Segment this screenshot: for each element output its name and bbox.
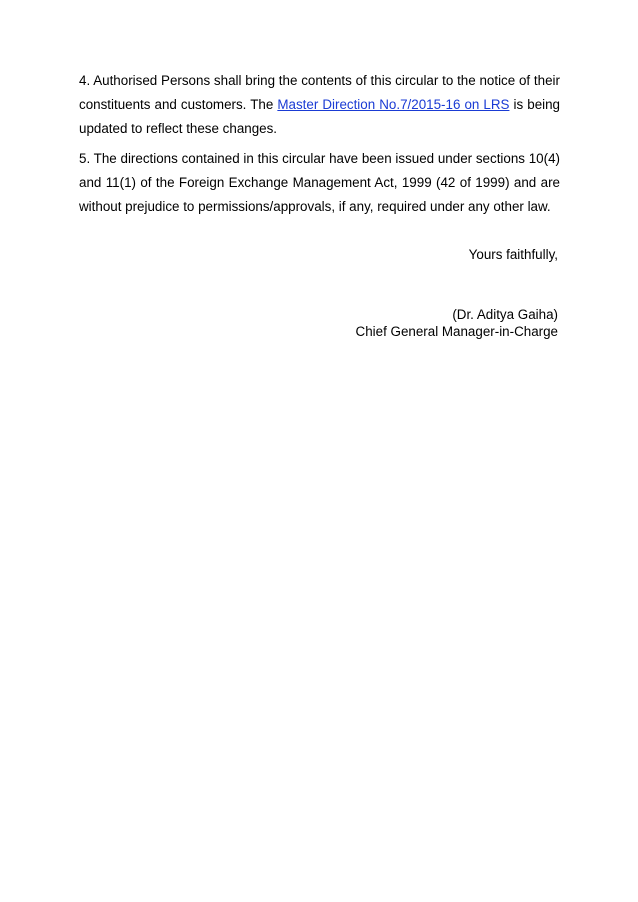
paragraph-4 <box>79 69 560 141</box>
signatory-title: Chief General Manager-in-Charge <box>355 324 558 339</box>
signatory-name: (Dr. Aditya Gaiha) <box>452 307 558 322</box>
master-direction-link[interactable]: Master Direction No.7/2015-16 on LRS <box>277 97 510 112</box>
closing-salutation: Yours faithfully, <box>468 247 558 262</box>
paragraph-5: 5. The directions contained in this circular have been issued under sections 10(4) and 11(1) of the Foreign Exchange Management Act, 1999 (42 of 1999) and are without prejudice to permissions/approvals, if any, required under any other law. <box>79 151 560 214</box>
paragraph-4-text-before-link: 4. Authorised Persons shall bring the contents of this circular to the notice of their constituents and customers. The <box>79 73 560 112</box>
paragraph-4-text-after-link: is being updated to reflect these changes. <box>79 97 561 136</box>
